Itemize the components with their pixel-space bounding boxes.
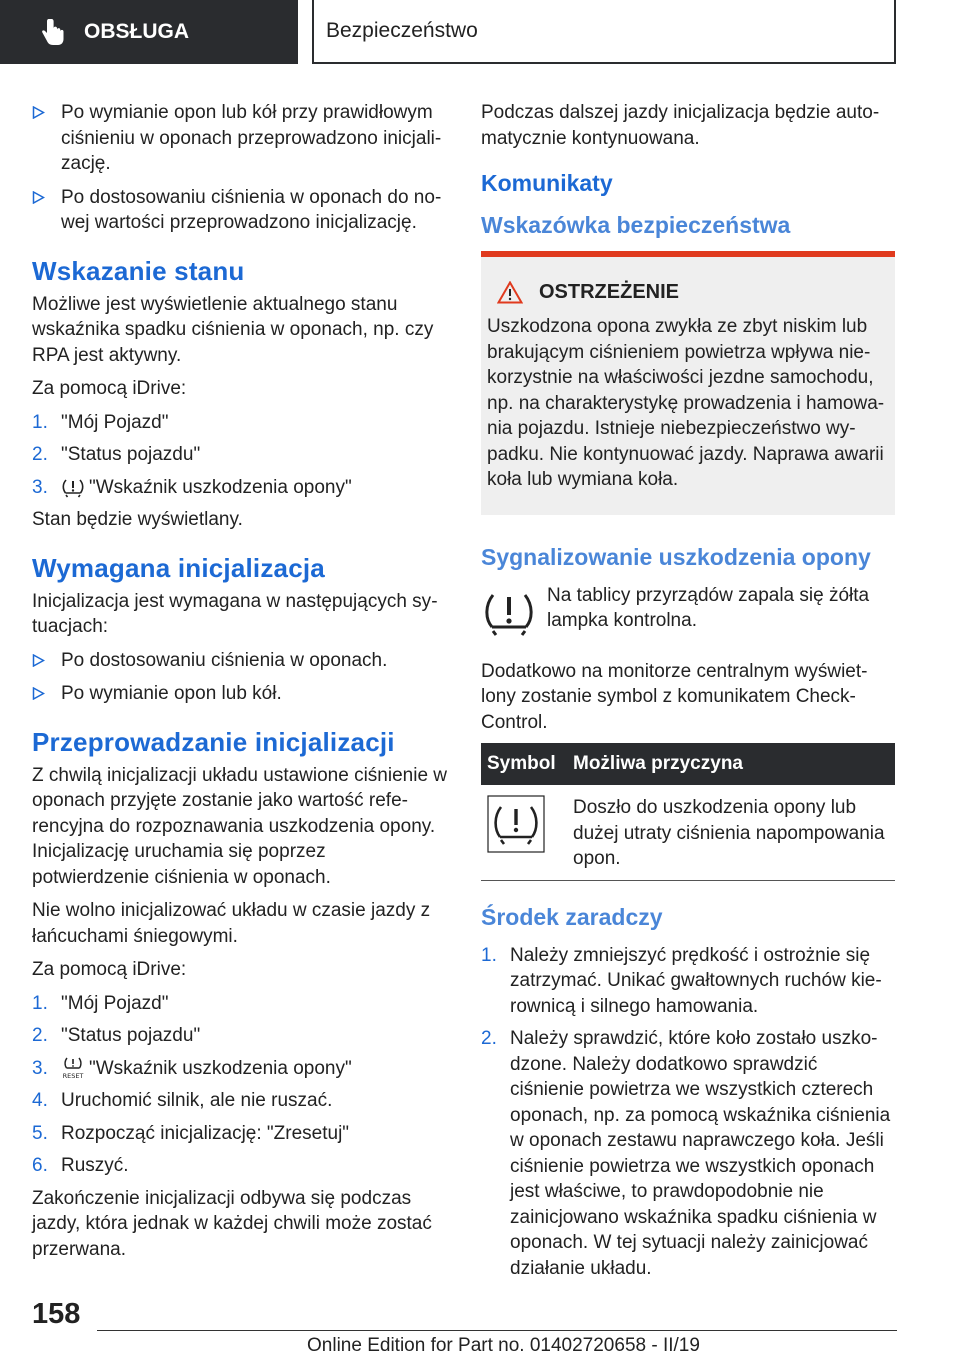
table-header-cause: Możliwa przyczyna [567,743,895,785]
tire-reset-icon [61,1056,85,1080]
heading-required: Wymagana inicjalizacja [32,552,325,583]
step-item: 3. "Wskaźnik uszkodzenia opony" [32,476,352,498]
heading-perform: Przeprowadzanie inicjalizacji [32,726,395,757]
warning-box [481,251,895,515]
section-title: OBSŁUGA [84,20,189,43]
step-item: 6. Ruszyć. [32,1155,129,1176]
right-column [481,100,895,1288]
tire-pressure-warning-icon [487,795,545,853]
paragraph: Za pomocą iDrive: [32,378,187,399]
tire-pressure-icon [61,476,85,498]
warning-triangle-icon [497,281,523,304]
step-item: 3. RESET "Wskaźnik uszkodzenia opony" [32,1057,352,1081]
tire-warning-icon-wrap [481,585,537,641]
list-item: Po dostosowaniu ciśnienia w oponach. [32,648,448,674]
paragraph: Możliwe jest wyświetlenie aktualnego stanu wskaźnika spadku ciśnienia w oponach, np. czy RPA jest aktywny. [32,293,434,366]
paragraph: Dodatkowo na monitorze centralnym wyświetlony zostanie symbol z komunikatem Check-Control. [481,660,868,733]
list-item: Po wymianie opon lub kół. [32,681,448,707]
triangle-bullet-icon [32,654,45,667]
bullet-list-top [32,100,448,236]
list-item: Po wymianie opon lub kół przy prawidłowym ciśnieniu w oponach przeprowadzono inicjalizację. [32,100,448,177]
warning-title: OSTRZEŻENIE [487,281,885,304]
step-item: 1. "Mój Pojazd" [32,992,169,1014]
footer-divider [97,1330,897,1331]
paragraph: Za pomocą iDrive: [32,959,187,980]
signal-text: Na tablicy przyrządów zapala się żółta lampka kontrolna. [547,584,870,631]
signal-row [481,583,895,641]
footer-edition: Online Edition for Part no. 01402720658 - II/19 [307,1335,700,1356]
symbol-table [481,743,895,881]
step-item: 2. "Status pojazdu" [32,1025,201,1046]
step-item: 5. Rozpocząć inicjalizację: "Zresetuj" [32,1122,350,1144]
step-item: 2. "Status pojazdu" [32,444,201,465]
heading-status: Wskazanie stanu [32,255,245,286]
chapter-box [312,0,896,64]
step-item: 1. Należy zmniejszyć prędkość i ostrożnie się zatrzymać. Unikać gwałtownych ruchów kierownicą i silnego hamowania. [481,944,882,1017]
left-column [32,100,448,1270]
svg-text:RESET: RESET [62,1072,84,1081]
table-cell-symbol [481,785,567,880]
bullet-list-required [32,648,448,707]
tire-pressure-warning-icon [481,585,537,641]
heading-safety: Wskazówka bezpieczeństwa [481,212,791,238]
list-item: Po dostosowaniu ciśnienia w oponach do nowej wartości przeprowadzono inicjalizację. [32,185,448,236]
step-item: 2. Należy sprawdzić, które koło zostało uszkodzone. Należy dodatkowo sprawdzić ciśnienie powietrza we wszystkich czterech oponach, np. za pomocą wskaźnika ciśnienia w oponach zestawu naprawczego koła. Jeśli ciśnienie powietrza we wszystkich oponach jest właściwe, to prawdopodobnie nie zainicjowano wskaźnika spadku ciśnienia w oponach. W tej sytuacji należy zainicjować działanie układu. [481,1028,891,1279]
step-item: 1. "Mój Pojazd" [32,411,169,433]
hand-pointer-icon [36,15,70,49]
table-cell-cause: Doszło do uszkodzenia opony lub dużej utraty ciśnienia napompowania opon. [567,785,895,880]
paragraph: Nie wolno inicjalizować układu w czasie jazdy z łańcuchami śniegowymi. [32,900,431,947]
steps-remedy [481,943,895,1282]
warning-text: Uszkodzona opona zwykła ze zbyt niskim lub brakującym ciśnieniem powietrza wpływa niekorzystnie na właściwości jezdne samochodu, np. na charakterystykę prowadzenia i hamowania pojazdu. Istnieje niebezpieczeństwo wypadku. Nie kontynuować jazdy. Naprawa awarii koła lub wymiana koła. [487,316,885,490]
paragraph: Z chwilą inicjalizacji układu ustawione ciśnienie w oponach przyjęte zostanie jako wartość referencyjna do rozpoznawania uszkodzenia opony. Inicjalizację uruchamia się poprzez potwierdzenie ciśnienia w oponach. [32,764,448,888]
table-row [481,785,895,880]
step-item: 4. Uruchomić silnik, ale nie ruszać. [32,1090,333,1111]
steps-perform [32,991,448,1179]
paragraph: Zakończenie inicjalizacji odbywa się podczas jazdy, która jednak w każdej chwili może zostać przerwana. [32,1187,432,1260]
page-number: 158 [32,1298,81,1330]
section-tab [0,0,298,64]
paragraph: Inicjalizacja jest wymagana w następujących sytuacjach: [32,590,438,637]
triangle-bullet-icon [32,191,45,204]
paragraph: Stan będzie wyświetlany. [32,509,243,530]
page-header [0,0,960,68]
heading-signal: Sygnalizowanie uszkodzenia opony [481,543,871,570]
steps-status [32,410,448,501]
heading-remedy: Środek zaradczy [481,903,663,930]
chapter-title: Bezpieczeństwo [326,19,478,42]
triangle-bullet-icon [32,687,45,700]
paragraph: Podczas dalszej jazdy inicjalizacja będzie automatycznie kontynuowana. [481,102,880,149]
table-header-symbol: Symbol [481,743,567,785]
triangle-bullet-icon [32,106,45,119]
heading-komunikaty: Komunikaty [481,170,613,196]
